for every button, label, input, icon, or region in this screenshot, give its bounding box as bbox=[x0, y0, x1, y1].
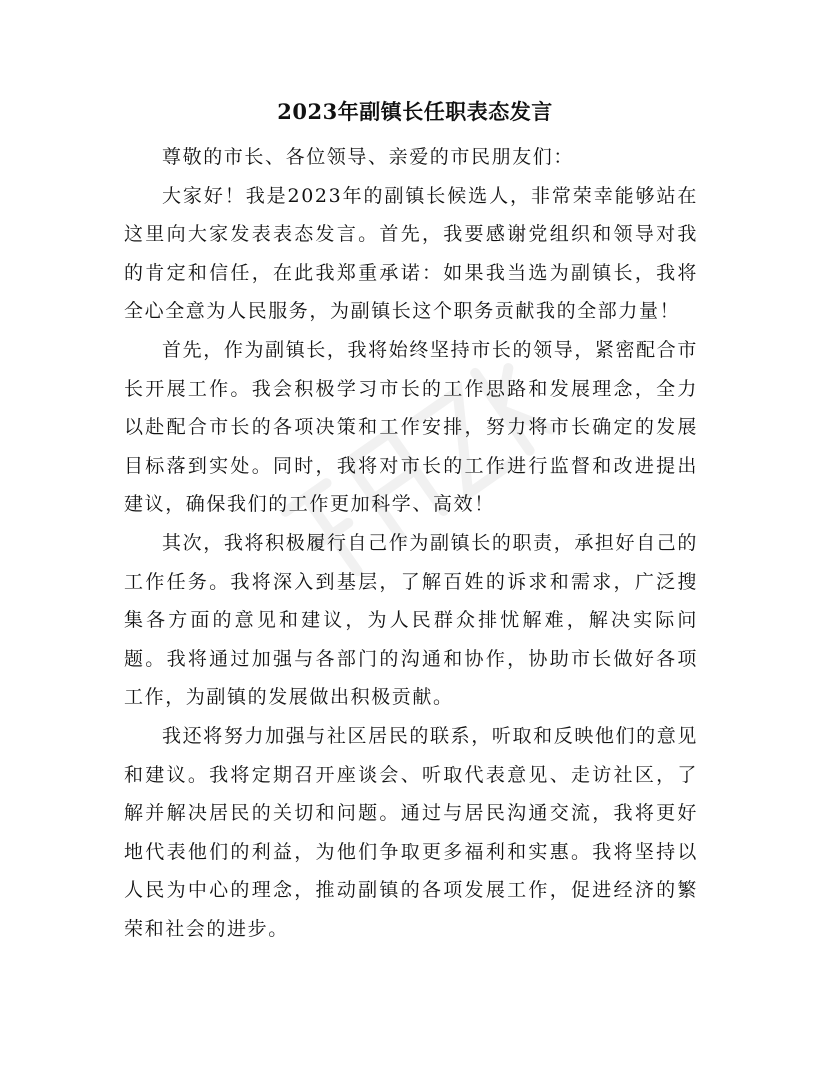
paragraph: 我还将努力加强与社区居民的联系，听取和反映他们的意见和建议。我将定期召开座谈会、听取代表意见、走访社区，了解并解决居民的关切和问题。通过与居民沟通交流，我将更好地代表他们的利益，为他们争取更多福利和实惠。我将坚持以人民为中心的理念，推动副镇的各项发展工作，促进经济的繁荣和社会的进步。 bbox=[124, 724, 698, 940]
salutation: 尊敬的市长、各位领导、亲爱的市民朋友们： bbox=[162, 146, 575, 168]
paragraph: 其次，我将积极履行自己作为副镇长的职责，承担好自己的工作任务。我将深入到基层，了解百姓的诉求和需求，广泛搜集各方面的意见和建议，为人民群众排忧解难，解决实际问题。我将通过加强与各部门的沟通和协作，协助市长做好各项工作，为副镇的发展做出积极贡献。 bbox=[124, 531, 698, 709]
paragraph: 大家好！我是2023年的副镇长候选人，非常荣幸能够站在这里向大家发表表态发言。首先，我要感谢党组织和领导对我的肯定和信任，在此我郑重承诺：如果我当选为副镇长，我将全心全意为人民服务，为副镇长这个职务贡献我的全部力量！ bbox=[124, 184, 698, 323]
document-body bbox=[124, 138, 698, 948]
paragraph: 首先，作为副镇长，我将始终坚持市长的领导，紧密配合市长开展工作。我会积极学习市长的工作思路和发展理念，全力以赴配合市长的各项决策和工作安排，努力将市长确定的发展目标落到实处。同时，我将对市长的工作进行监督和改进提出建议，确保我们的工作更加科学、高效！ bbox=[124, 338, 698, 516]
page-title: 2023年副镇长任职表态发言 bbox=[277, 99, 553, 124]
